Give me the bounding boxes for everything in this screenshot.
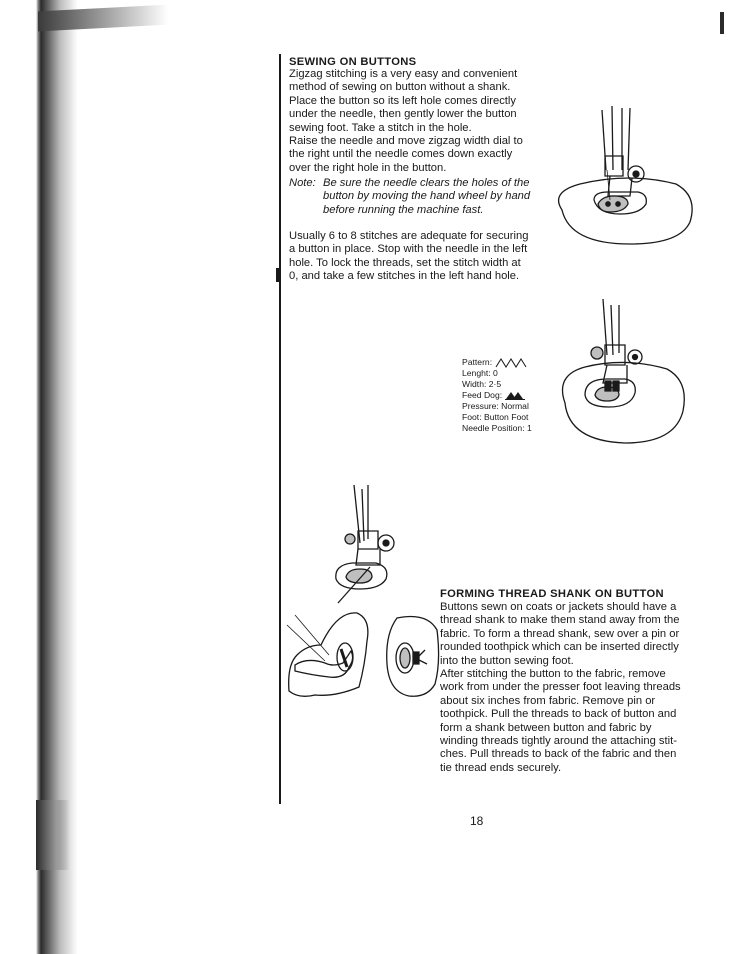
text-line: fabric. To form a thread shank, sew over a pin or (440, 627, 680, 640)
text-line: over the right hole in the button. (289, 161, 447, 174)
button-hole-left (606, 202, 610, 206)
note-body (323, 177, 553, 217)
button (598, 196, 628, 212)
feed-dog-label: Feed Dog: (462, 390, 503, 400)
section-heading-forming-thread-shank: FORMING THREAD SHANK ON BUTTON (440, 588, 664, 600)
text-line: tie thread ends securely. (440, 761, 562, 774)
text-line: ches. Pull threads to back of the fabric and then (440, 748, 677, 761)
fabric-piece (563, 362, 685, 443)
text-line: sewing foot. Take a stitch in the hole. (289, 121, 472, 134)
button-sewing-illustration-2 (555, 295, 690, 450)
text-line: After stitching the button to the fabric, remove (440, 668, 666, 681)
thumb-screw-center (383, 540, 389, 546)
needle-clamp-rod (362, 489, 364, 541)
text-line: rounded toothpick which can be inserted directly (440, 641, 679, 654)
setting-needle-position: Needle Position: 1 (462, 423, 532, 433)
setting-width: Width: 2·5 (462, 379, 502, 389)
text-line: under the needle, then gently lower the button (289, 108, 517, 121)
text-line: into the button sewing foot. (440, 654, 574, 667)
text-line: method of sewing on button without a shank. (289, 81, 511, 94)
text-line: thread shank to make them stand away from the (440, 614, 680, 627)
text-line: toothpick. Pull the threads to back of button and (440, 708, 677, 721)
needle-bar (354, 485, 360, 543)
text-line: form a shank between button and fabric by (440, 721, 652, 734)
pattern-label: Pattern: (462, 357, 493, 367)
text-line: the right until the needle comes down exactly (289, 148, 513, 161)
text-line: about six inches from fabric. Remove pin or (440, 694, 656, 707)
machine-settings (462, 357, 532, 434)
needle-clamp-rod (612, 106, 613, 170)
text-line: Raise the needle and move zigzag width dial to (289, 135, 523, 148)
text-line: a button in place. Stop with the needle in the left (289, 243, 528, 256)
set-screw (591, 347, 603, 359)
note-line: button by moving the hand wheel by hand (323, 190, 531, 203)
scan-speck (720, 12, 724, 34)
finished-button-illustration (383, 612, 441, 700)
zigzag-stitch-icon (495, 358, 529, 368)
section2-paragraph (440, 601, 695, 775)
text-line: work from under the presser foot leaving threads (440, 681, 681, 694)
set-screw (345, 534, 355, 544)
button-face (400, 648, 410, 668)
feed-dog-block (613, 381, 619, 391)
setting-pattern (462, 357, 532, 368)
feed-dog-block (605, 381, 611, 391)
section1-paragraph (289, 68, 551, 175)
note-line: before running the machine fast. (323, 203, 484, 216)
thread-shank (413, 652, 419, 664)
thumb-screw-center (633, 355, 638, 360)
setting-feed-dog (462, 390, 532, 401)
note-line: Be sure the needle clears the holes of the (323, 177, 530, 189)
section-heading-sewing-on-buttons: SEWING ON BUTTONS (289, 56, 417, 68)
fabric-piece (559, 178, 693, 244)
text-line: hole. To lock the threads, set the stitch width at (289, 256, 521, 269)
setting-foot: Foot: Button Foot (462, 412, 529, 422)
thread-end (419, 650, 425, 656)
winding-thread-hand-illustration (285, 605, 375, 700)
button-sewing-illustration-1 (550, 100, 700, 250)
text-line: winding threads tightly around the attaching stit- (440, 735, 677, 748)
thread-end (419, 660, 427, 664)
margin-rule-tick (276, 268, 279, 282)
button (346, 569, 372, 583)
button-hole-right (616, 202, 620, 206)
text-line: Place the button so its left hole comes directly (289, 94, 516, 107)
margin-rule (279, 54, 281, 804)
text-line: 0, and take a few stitches in the left hand hole. (289, 270, 520, 283)
text-line: Buttons sewn on coats or jackets should have a (440, 601, 677, 613)
thread-shank-needle-illustration (330, 483, 420, 608)
presser-bar-edge (628, 108, 630, 170)
note-label: Note: (289, 177, 316, 189)
setting-length: Lenght: 0 (462, 368, 498, 378)
section1-paragraph-2 (289, 230, 551, 284)
feed-dog-lowered-icon (505, 391, 525, 400)
presser-shank (603, 365, 627, 383)
text-line: Usually 6 to 8 stitches are adequate for securing (289, 230, 529, 242)
needle-clamp-rod (611, 305, 613, 355)
page-number: 18 (470, 814, 484, 828)
note-block (289, 177, 559, 219)
setting-pressure: Pressure: Normal (462, 401, 529, 411)
binding-shadow-bottom (36, 800, 70, 870)
text-line: Zigzag stitching is a very easy and convenient (289, 68, 518, 80)
thumb-screw-center (633, 171, 639, 177)
